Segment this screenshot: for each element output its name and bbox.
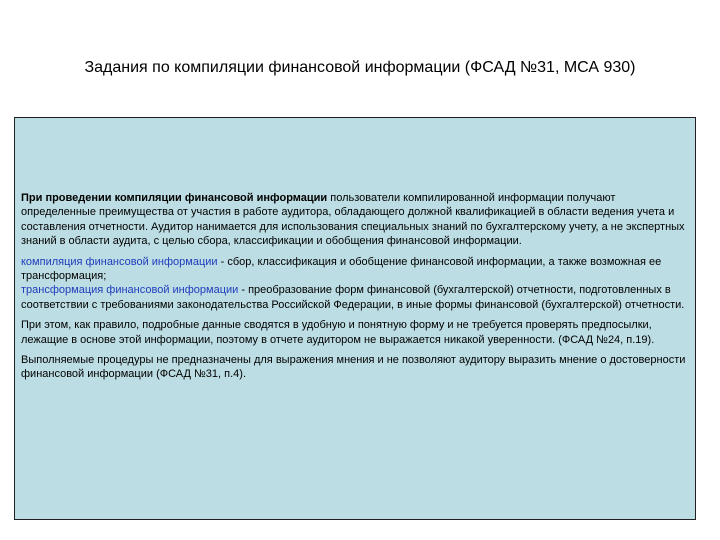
definition-compilation: - сбор, классификация и обобщение финансовой информации, а также возможная ее трансформация; [21, 255, 662, 283]
intro-rest: пользователи компилированной информации получают определенные преимущества от участия в работе аудитора, обладающего должной квалификацией в области ведения учета и составления отчетности. Аудитор нанимается для использования специальных знаний по бухгалтерскому учету, а не экспертных знаний в области аудита, с целью сбора, классификации и обобщения финансовой информации. [21, 192, 685, 248]
paragraph-intro [21, 191, 689, 249]
paragraph-procedures: Выполняемые процедуры не предназначены для выражения мнения и не позволяют аудитору выразить мнение о достоверности финансовой информации (ФСАД №31, п.4). [21, 354, 686, 381]
definition-transformation: - преобразование форм финансовой (бухгалтерской) отчетности, подготовленных в соответствии с требованиями законодательства Российской Федерации, в иные формы финансовой (бухгалтерской) отчетности. [21, 284, 685, 311]
paragraph-no-assurance: При этом, как правило, подробные данные сводятся в удобную и понятную форму и не требуется проверять предпосылки, лежащие в основе этой информации, поэтому в отчете аудитором не выражается никакой уверенности. (ФСАД №24, п.19). [21, 319, 655, 346]
text-area [21, 191, 689, 388]
content-box [14, 117, 696, 520]
paragraph-definitions [21, 255, 689, 313]
slide-title: Задания по компиляции финансовой информации (ФСАД №31, МСА 930) [84, 59, 636, 76]
term-transformation: трансформация финансовой информации [21, 284, 239, 297]
intro-lead: При проведении компиляции финансовой информации [21, 192, 328, 204]
term-compilation: компиляция финансовой информации [21, 255, 218, 268]
